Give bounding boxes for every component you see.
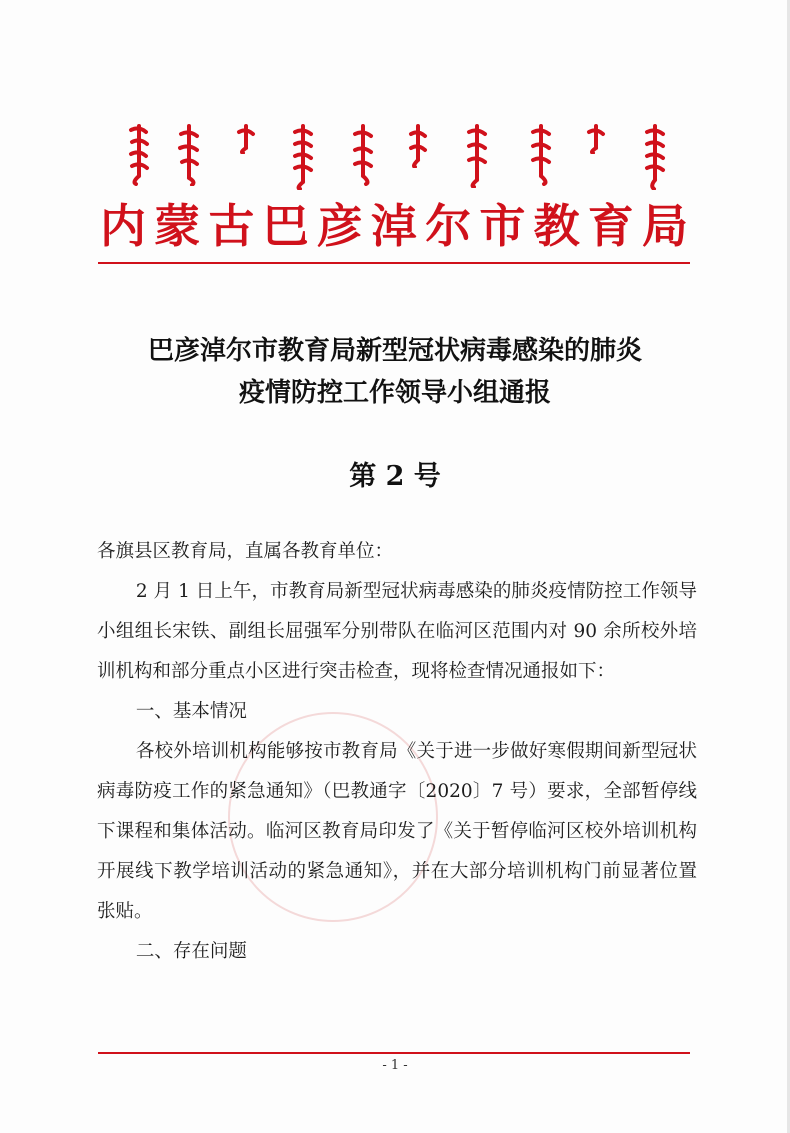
mongolian-word-glyph [408, 124, 428, 168]
mongolian-word-glyph [176, 124, 202, 186]
mongolian-word-glyph [290, 124, 316, 190]
section-heading-basic-situation: 一、基本情况 [135, 701, 247, 722]
document-title-line-2: 疫情防控工作领导小组通报 [238, 378, 551, 408]
document-title-line-1: 巴彦淖尔市教育局新型冠状病毒感染的肺炎 [147, 336, 642, 366]
footer-red-rule [98, 1052, 690, 1054]
mongolian-word-glyph [464, 124, 490, 188]
document-number: 第 2 号 [349, 461, 441, 492]
document-body [97, 532, 697, 972]
mongolian-word-glyph [236, 124, 256, 154]
mongolian-word-glyph [586, 124, 606, 154]
salutation: 各旗县区教育局，直属各教育单位： [97, 541, 394, 562]
mongolian-script-wordmark [118, 124, 678, 194]
paragraph-basic-situation: 各校外培训机构能够按市教育局《关于进一步做好寒假期间新型冠状病毒防疫工作的紧急通知》（巴教通字〔2020〕7 号）要求，全部暂停线下课程和集体活动。临河区教育局印发了《关于暂停临河区校外培训机构开展线下教学培训活动的紧急通知》，并在大部分培训机构门前显著位置张贴。 [97, 741, 697, 922]
mongolian-word-glyph [126, 124, 152, 186]
page-number: - 1 - [382, 1058, 408, 1073]
paragraph-inspection-intro: 2 月 1 日上午，市教育局新型冠状病毒感染的肺炎疫情防控工作领导小组组长宋铁、副组长屈强军分别带队在临河区范围内对 90 余所校外培训机构和部分重点小区进行突击检查，现将检查情况通报如下： [97, 581, 697, 682]
issuing-organization-name: 内蒙古巴彦淖尔市教育局 [100, 199, 690, 253]
mongolian-word-glyph [528, 124, 554, 186]
header-red-rule [98, 262, 690, 264]
document-title [90, 330, 700, 414]
mongolian-word-glyph [350, 124, 376, 186]
section-heading-existing-problems: 二、存在问题 [135, 941, 247, 962]
mongolian-word-glyph [642, 124, 668, 190]
